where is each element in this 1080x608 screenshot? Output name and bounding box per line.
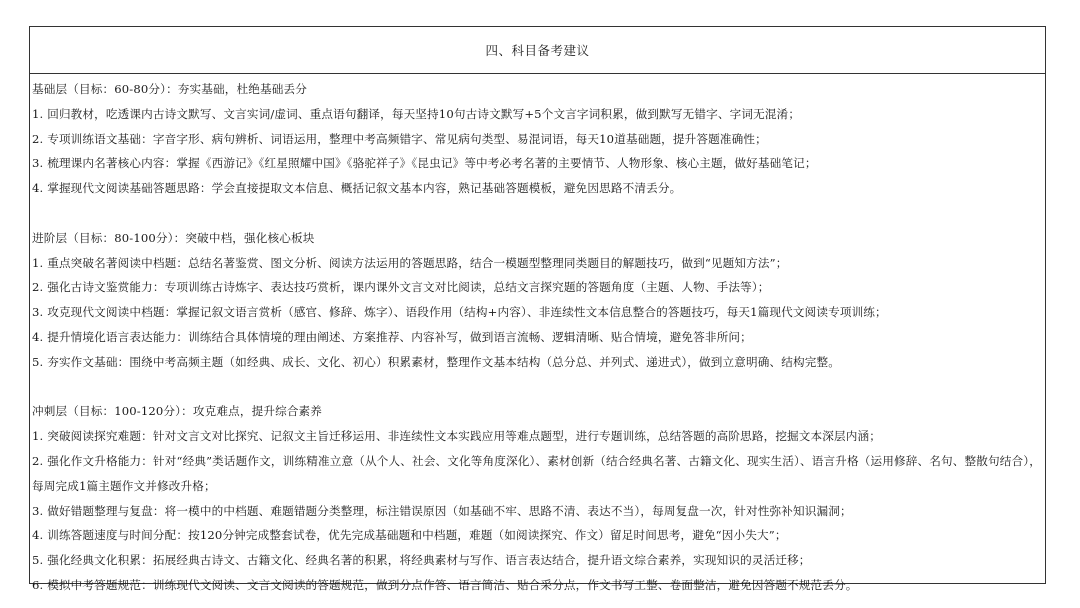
sprint-item-1: 1. 突破阅读探究难题：针对文言文对比探究、记叙文主旨迁移运用、非连续性文本实践应用等难点题型，进行专题训练，总结答题的高阶思路，挖掘文本深层内涵； (32, 429, 882, 444)
tier-heading-sprint: 冲刺层（目标：100-120分）：攻克难点，提升综合素养 (32, 404, 323, 419)
advanced-item-5: 5. 夯实作文基础：围绕中考高频主题（如经典、成长、文化、初心）积累素材，整理作文基本结构（总分总、并列式、递进式），做到立意明确、结构完整。 (32, 354, 840, 369)
basic-item-2: 2. 专项训练语文基础：字音字形、病句辨析、词语运用，整理中考高频错字、常见病句类型、易混词语，每天10道基础题，提升答题准确性； (32, 131, 767, 146)
section-title: 四、科目备考建议 (30, 27, 1045, 74)
tier-heading-basic: 基础层（目标：60-80分）：夯实基础，杜绝基础丢分 (32, 82, 307, 96)
sprint-item-5: 5. 强化经典文化积累：拓展经典古诗文、古籍文化、经典名著的积累，将经典素材与写作、语言表达结合，提升语文综合素养，实现知识的灵活迁移； (32, 553, 811, 568)
section-spacer (32, 201, 1041, 226)
basic-item-4: 4. 掌握现代文阅读基础答题思路：学会直接提取文本信息、概括记叙文基本内容，熟记基础答题模板，避免因思路不清丢分。 (32, 181, 682, 196)
sprint-item-4: 4. 训练答题速度与时间分配：按120分钟完成整套试卷，优先完成基础题和中档题，难题（如阅读探究、作文）留足时间思考，避免“因小失大”； (32, 528, 787, 543)
study-advice-table (29, 26, 1046, 592)
tier-heading-advanced: 进阶层（目标：80-100分）：突破中档，强化核心板块 (32, 230, 315, 245)
table-body (30, 74, 1045, 598)
sprint-item-2: 2. 强化作文升格能力：针对“经典”类话题作文，训练精准立意（从个人、社会、文化等角度深化）、素材创新（结合经典名著、古籍文化、现实生活）、语言升格（运用修辞、名句、整散句结合），每周完成1篇主题作文并修改升格； (32, 453, 1041, 493)
basic-item-1: 1. 回归教材，吃透课内古诗文默写、文言实词/虚词、重点语句翻译，每天坚持10句古诗文默写+5个文言字词积累，做到默写无错字、字词无混淆； (32, 106, 801, 121)
advanced-item-3: 3. 攻克现代文阅读中档题：掌握记叙文语言赏析（感官、修辞、炼字）、语段作用（结构+内容）、非连续性文本信息整合的答题技巧，每天1篇现代文阅读专项训练； (32, 305, 887, 320)
basic-item-3: 3. 梳理课内名著核心内容：掌握《西游记》《红星照耀中国》《骆驼祥子》《昆虫记》等中考必考名著的主要情节、人物形象、核心主题，做好基础笔记； (32, 156, 817, 171)
sprint-item-6: 6. 模拟中考答题规范：训练现代文阅读、文言文阅读的答题规范，做到分点作答、语言简洁、贴合采分点，作文书写工整、卷面整洁，避免因答题不规范丢分。 (32, 577, 858, 592)
advanced-item-4: 4. 提升情境化语言表达能力：训练结合具体情境的理由阐述、方案推荐、内容补写，做到语言流畅、逻辑清晰、贴合情境，避免答非所问； (32, 329, 752, 344)
section-spacer (32, 375, 1041, 400)
advanced-item-2: 2. 强化古诗文鉴赏能力：专项训练古诗炼字、表达技巧赏析，课内课外文言文对比阅读，总结文言探究题的答题角度（主题、人物、手法等）； (32, 280, 770, 295)
sprint-item-3: 3. 做好错题整理与复盘：将一模中的中档题、难题错题分类整理，标注错误原因（如基础不牢、思路不清、表达不当），每周复盘一次，针对性弥补知识漏洞； (32, 503, 852, 518)
advanced-item-1: 1. 重点突破名著阅读中档题：总结名著鉴赏、图文分析、阅读方法运用的答题思路，结合一模题型整理同类题目的解题技巧，做到“见题知方法”； (32, 255, 788, 270)
